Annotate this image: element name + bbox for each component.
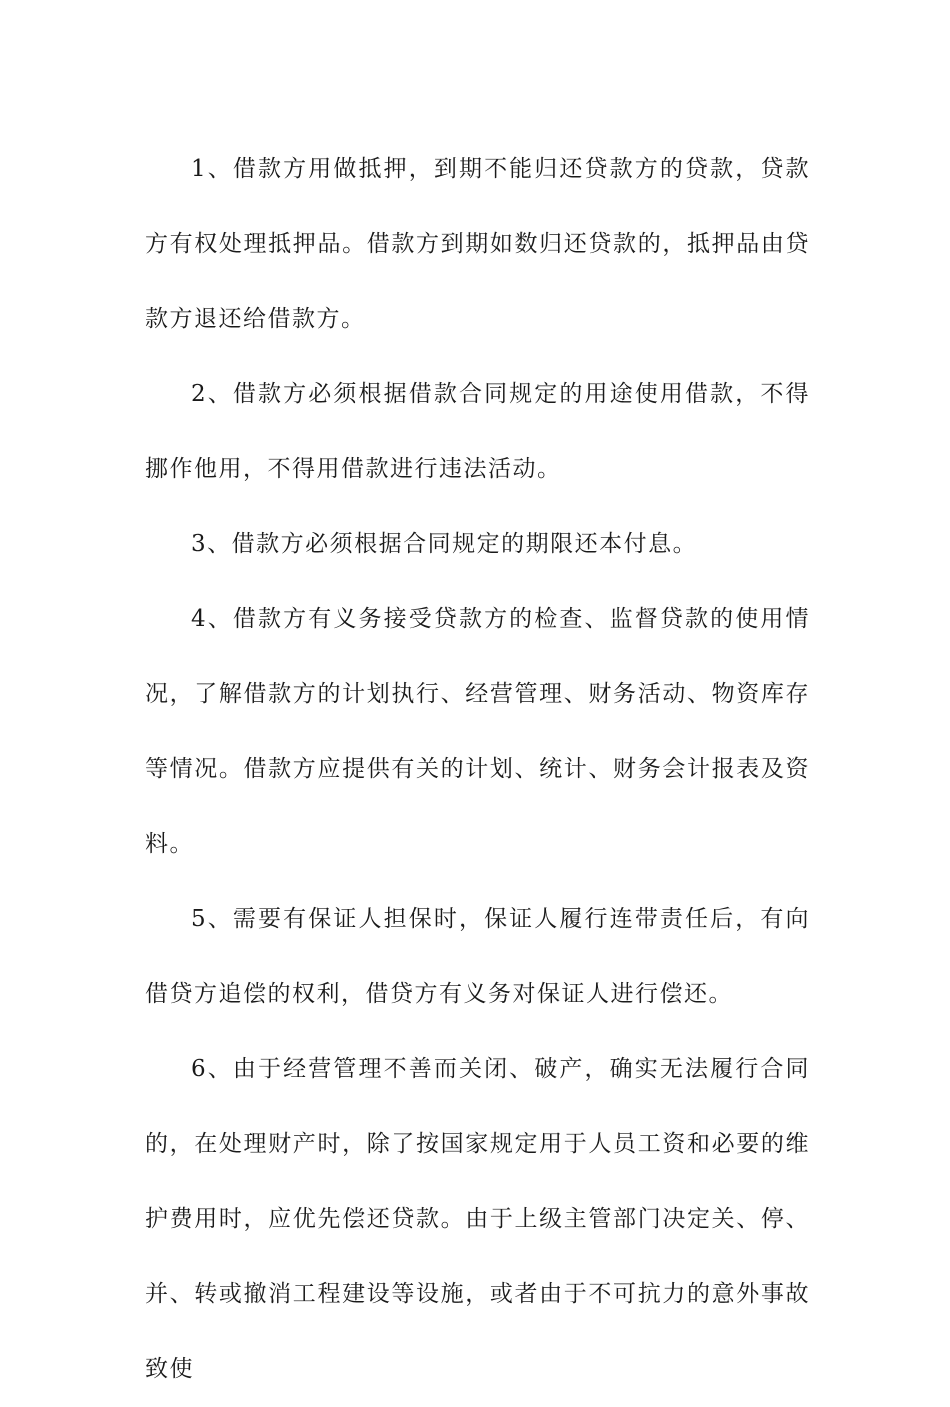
- document-body: [145, 132, 810, 1407]
- paragraph-6: 6、由于经营管理不善而关闭、破产，确实无法履行合同的，在处理财产时，除了按国家规定用于人员工资和必要的维护费用时，应优先偿还贷款。由于上级主管部门决定关、停、并、转或撤消工程建设等设施，或者由于不可抗力的意外事故致使: [145, 1056, 810, 1382]
- paragraph-5: 5、需要有保证人担保时，保证人履行连带责任后，有向借贷方追偿的权利，借贷方有义务对保证人进行偿还。: [145, 906, 810, 1007]
- paragraph-3: 3、借款方必须根据合同规定的期限还本付息。: [191, 531, 698, 557]
- paragraph-1: 1、借款方用做抵押，到期不能归还贷款方的贷款，贷款方有权处理抵押品。借款方到期如数归还贷款的，抵押品由贷款方退还给借款方。: [145, 156, 810, 332]
- paragraph-2: 2、借款方必须根据借款合同规定的用途使用借款，不得挪作他用，不得用借款进行违法活动。: [145, 381, 810, 482]
- paragraph-4: 4、借款方有义务接受贷款方的检查、监督贷款的使用情况，了解借款方的计划执行、经营管理、财务活动、物资库存等情况。借款方应提供有关的计划、统计、财务会计报表及资料。: [145, 606, 810, 857]
